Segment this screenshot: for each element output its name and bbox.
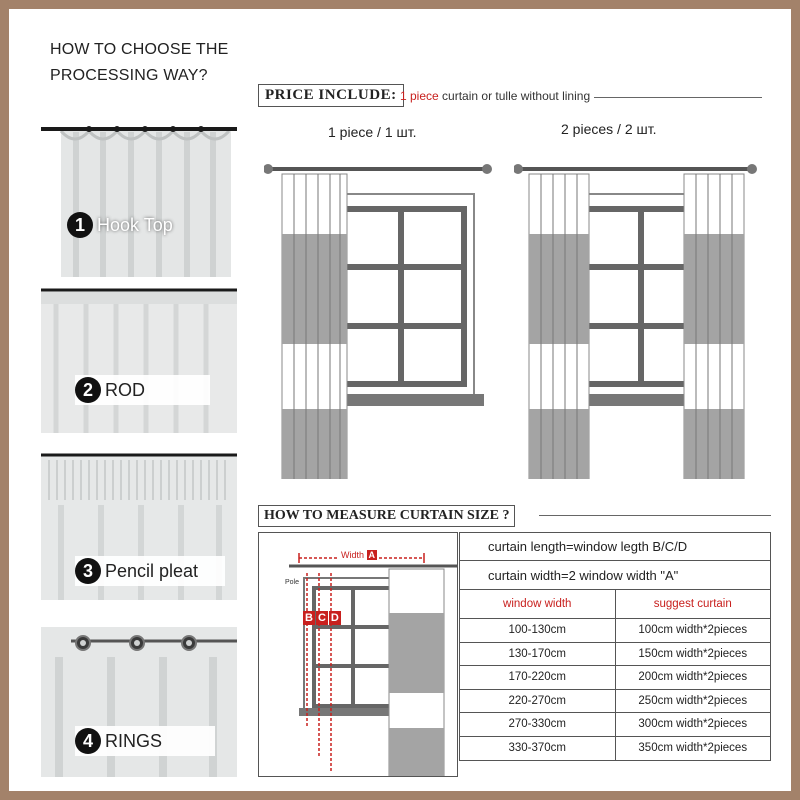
method-number: 1 [67, 212, 93, 238]
method-label-4 [75, 726, 215, 756]
heading-line-2: PROCESSING WAY? [50, 67, 208, 84]
col-window-width: window width [460, 590, 616, 618]
formula-length: curtain length=window legth B/C/D [460, 533, 770, 561]
product-sheet [9, 9, 791, 791]
cell-suggest: 150cm width*2pieces [638, 647, 748, 660]
table-row [460, 666, 770, 690]
how-to-measure-box: HOW TO MEASURE CURTAIN SIZE ? [258, 505, 515, 527]
method-name: Hook Top [97, 214, 173, 235]
letter-b: B [305, 612, 313, 624]
cell-window: 330-370cm [460, 737, 616, 761]
price-include-box: PRICE INCLUDE: [258, 84, 404, 107]
divider-line [594, 97, 762, 98]
one-piece-caption: 1 piece / 1 шт. [328, 124, 417, 140]
cell-suggest: 250cm width*2pieces [638, 694, 748, 707]
bcd-letters [303, 611, 341, 625]
letter-d: D [330, 612, 339, 624]
method-number: 4 [75, 728, 101, 754]
width-text: Width [341, 550, 365, 560]
two-pieces-illustration [514, 154, 764, 479]
method-name: ROD [105, 379, 145, 400]
table-row [460, 643, 770, 667]
method-number: 2 [75, 377, 101, 403]
divider-line [539, 515, 771, 516]
hook-top-photo [41, 117, 237, 277]
pole-label: Pole [285, 579, 300, 586]
price-include-note [400, 89, 590, 103]
processing-heading [50, 37, 229, 89]
cell-suggest: 300cm width*2pieces [638, 718, 748, 731]
letter-c: C [317, 612, 326, 624]
measure-diagram [258, 532, 458, 777]
cell-window: 170-220cm [460, 666, 616, 689]
table-header [460, 590, 770, 619]
table-row [460, 737, 770, 761]
width-label [339, 550, 379, 560]
heading-line-1: HOW TO CHOOSE THE [50, 41, 229, 58]
cell-window: 130-170cm [460, 643, 616, 666]
table-row [460, 619, 770, 643]
table-row [460, 713, 770, 737]
cell-window: 270-330cm [460, 713, 616, 736]
size-table [459, 532, 771, 761]
cell-suggest: 200cm width*2pieces [638, 671, 748, 684]
method-number: 3 [75, 558, 101, 584]
method-label-3 [75, 556, 225, 586]
table-row [460, 690, 770, 714]
one-piece-illustration [264, 154, 509, 479]
width-letter-a: A [368, 550, 376, 560]
rod-photo [41, 283, 237, 433]
price-highlight: 1 piece [400, 89, 439, 103]
method-label-1 [67, 210, 207, 240]
method-name: RINGS [105, 730, 163, 751]
method-label-2 [75, 375, 210, 405]
method-name: Pencil pleat [105, 560, 199, 581]
cell-window: 220-270cm [460, 690, 616, 713]
formula-width: curtain width=2 window width "A" [460, 561, 770, 590]
cell-suggest: 350cm width*2pieces [638, 742, 748, 755]
cell-suggest: 100cm width*2pieces [638, 624, 748, 637]
cell-window: 100-130cm [460, 619, 616, 642]
col-suggest-curtain: suggest curtain [653, 598, 732, 610]
two-pieces-caption: 2 pieces / 2 шт. [561, 121, 657, 137]
price-rest: curtain or tulle without lining [438, 89, 591, 103]
